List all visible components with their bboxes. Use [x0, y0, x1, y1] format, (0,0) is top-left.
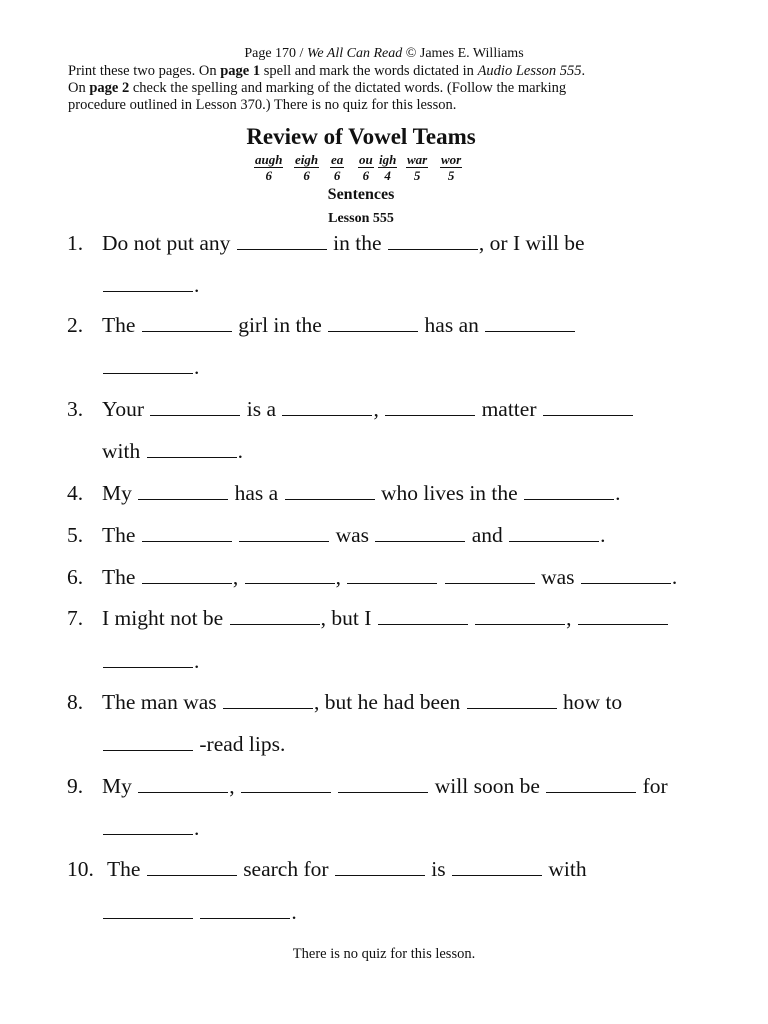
answer-blank[interactable] — [103, 649, 193, 668]
sentence-text: matter — [476, 397, 542, 421]
sentence-text: . — [194, 649, 200, 673]
book-title: We All Can Read — [306, 46, 403, 61]
sentence-text: . — [291, 900, 297, 924]
sentence-text: , or I will be — [478, 231, 585, 255]
sentence-text: search for — [237, 857, 334, 881]
sentence-text: is — [425, 857, 452, 881]
vowel-team — [294, 152, 319, 183]
sentence-line — [102, 689, 622, 715]
vowel-team — [378, 152, 397, 183]
sentence-line — [102, 605, 669, 631]
answer-blank[interactable] — [347, 565, 437, 584]
answer-blank[interactable] — [142, 565, 232, 584]
sentence-text: , — [232, 565, 244, 589]
sentence-number: 10. — [67, 857, 94, 881]
answer-blank[interactable] — [282, 397, 372, 416]
answer-blank[interactable] — [509, 523, 599, 542]
sentence-text: how to — [557, 690, 623, 714]
sentence-number: 7. — [67, 606, 84, 630]
sentence-text: I might not be — [102, 606, 229, 630]
audio-lesson-ref: Audio Lesson 555 — [477, 63, 582, 79]
sentence-number: 4. — [67, 481, 84, 505]
vowel-team-count: 6 — [303, 168, 310, 183]
sentence-text: is a — [241, 397, 282, 421]
page-2-label: page 2 — [89, 80, 130, 96]
sentence-text: , — [335, 565, 347, 589]
sentence-text: in the — [327, 231, 387, 255]
answer-blank[interactable] — [147, 439, 237, 458]
sentence-text: was — [535, 565, 580, 589]
answer-blank[interactable] — [524, 481, 614, 500]
sentence-text: has an — [419, 313, 485, 337]
answer-blank[interactable] — [103, 900, 193, 919]
answer-blank[interactable] — [103, 816, 193, 835]
sentence-text: who lives in the — [375, 481, 524, 505]
sentence-text: . — [194, 273, 200, 297]
vowel-team — [406, 152, 428, 183]
page-1-label: page 1 — [220, 63, 261, 79]
answer-blank[interactable] — [223, 690, 313, 709]
sentence-text: for — [637, 774, 668, 798]
sentence-text: The — [107, 857, 146, 881]
sentence-text: . — [194, 816, 200, 840]
section-subtitle: Sentences — [327, 186, 395, 203]
lesson-label: Lesson 555 — [328, 211, 394, 226]
sentence-line — [102, 815, 199, 841]
answer-blank[interactable] — [138, 481, 228, 500]
sentence-number: 8. — [67, 690, 84, 714]
answer-blank[interactable] — [147, 857, 237, 876]
sentence-text: The man was — [102, 690, 223, 714]
answer-blank[interactable] — [546, 774, 636, 793]
sentence-line — [102, 899, 297, 925]
sentence-line — [102, 354, 199, 380]
sentence-text: has a — [229, 481, 284, 505]
footer-note: There is no quiz for this lesson. — [292, 946, 476, 962]
author-credit: © James E. Williams — [405, 46, 524, 61]
sentence-number: 5. — [67, 523, 84, 547]
sentence-text: The — [102, 313, 141, 337]
vowel-team-count: 5 — [447, 168, 455, 183]
sentence-text: Your — [102, 397, 150, 421]
sentence-text: . — [600, 523, 606, 547]
sentence-text — [438, 565, 443, 589]
sentence-text — [194, 900, 199, 924]
answer-blank[interactable] — [475, 606, 565, 625]
sentence-line — [102, 564, 677, 590]
vowel-team-count: 6 — [362, 168, 370, 183]
sentence-text: , but he had been — [314, 690, 466, 714]
vowel-teams-row — [254, 152, 474, 186]
answer-blank[interactable] — [328, 313, 418, 332]
sentence-text: . — [671, 565, 678, 589]
sentence-text: -read lips. — [194, 732, 286, 756]
sentence-text: The — [102, 523, 141, 547]
answer-blank[interactable] — [543, 397, 633, 416]
vowel-team-pattern: wor — [441, 152, 462, 167]
sentence-line — [102, 731, 285, 757]
answer-blank[interactable] — [578, 606, 668, 625]
answer-blank[interactable] — [245, 565, 335, 584]
sentence-text: , — [373, 397, 385, 421]
answer-blank[interactable] — [581, 565, 671, 584]
sentence-text: with — [543, 857, 587, 881]
instructions-text: procedure outlined in Lesson 370.) There is no quiz for this lesson. — [68, 97, 457, 113]
sentence-line — [102, 230, 585, 256]
answer-blank[interactable] — [285, 481, 375, 500]
vowel-team — [358, 152, 374, 183]
sentence-line — [107, 856, 587, 882]
sentence-number: 2. — [67, 313, 84, 337]
sentence-text: . — [237, 439, 243, 463]
sentence-text: with — [102, 439, 146, 463]
instructions-text: On — [68, 80, 90, 96]
vowel-team — [254, 152, 283, 183]
sentence-number: 1. — [67, 231, 84, 255]
answer-blank[interactable] — [335, 857, 425, 876]
page-header — [0, 46, 768, 62]
sentence-text: and — [466, 523, 509, 547]
answer-blank[interactable] — [103, 732, 193, 751]
vowel-team-pattern: igh — [379, 152, 397, 167]
sentence-number: 9. — [67, 774, 84, 798]
answer-blank[interactable] — [239, 523, 329, 542]
answer-blank[interactable] — [142, 313, 232, 332]
sentence-line — [102, 272, 199, 298]
sentence-text: . — [194, 355, 200, 379]
instructions-text: . — [581, 63, 586, 79]
sentence-line — [102, 522, 606, 548]
sentence-text — [469, 606, 474, 630]
answer-blank[interactable] — [237, 231, 327, 250]
vowel-team-count: 4 — [384, 168, 391, 183]
vowel-team-count: 6 — [265, 168, 272, 183]
answer-blank[interactable] — [375, 523, 465, 542]
answer-blank[interactable] — [103, 355, 193, 374]
answer-blank[interactable] — [452, 857, 542, 876]
vowel-team-pattern: ou — [359, 152, 373, 167]
answer-blank[interactable] — [138, 774, 228, 793]
instructions-text: check the spelling and marking of the dictated words. (Follow the marking — [129, 80, 567, 96]
answer-blank[interactable] — [378, 606, 468, 625]
sentence-line — [102, 773, 668, 799]
instructions — [68, 63, 668, 114]
answer-blank[interactable] — [230, 606, 320, 625]
sentence-text: girl in the — [232, 313, 328, 337]
sentence-line — [102, 312, 576, 338]
sentence-text: , — [566, 606, 577, 630]
sentence-text: was — [330, 523, 375, 547]
vowel-team-pattern: eigh — [295, 152, 319, 167]
answer-blank[interactable] — [103, 273, 193, 292]
sentence-text: , but I — [320, 606, 377, 630]
page-number: Page 170 / — [244, 46, 304, 61]
sentence-text: will soon be — [429, 774, 546, 798]
sentence-text: , — [229, 774, 240, 798]
answer-blank[interactable] — [200, 900, 290, 919]
sentence-line — [102, 648, 199, 674]
answer-blank[interactable] — [241, 774, 331, 793]
answer-blank[interactable] — [467, 690, 557, 709]
instructions-text: Print these two pages. On — [68, 63, 221, 79]
vowel-team-pattern: ea — [331, 152, 344, 167]
vowel-team — [440, 152, 462, 183]
vowel-team — [330, 152, 344, 183]
answer-blank[interactable] — [338, 774, 428, 793]
vowel-team-pattern: war — [407, 152, 428, 167]
sentence-text: Do not put any — [102, 231, 236, 255]
sentence-text: My — [102, 774, 138, 798]
vowel-team-count: 5 — [413, 168, 421, 183]
instructions-text: spell and mark the words dictated in — [260, 63, 478, 79]
answer-blank[interactable] — [445, 565, 535, 584]
sentence-line — [102, 438, 243, 464]
sentence-text — [233, 523, 238, 547]
answer-blank[interactable] — [388, 231, 478, 250]
vowel-team-pattern: augh — [255, 152, 283, 167]
answer-blank[interactable] — [150, 397, 240, 416]
answer-blank[interactable] — [385, 397, 475, 416]
sentence-text — [332, 774, 337, 798]
sentence-number: 3. — [67, 397, 84, 421]
sentence-text: . — [615, 481, 621, 505]
worksheet-title: Review of Vowel Teams — [246, 124, 476, 149]
answer-blank[interactable] — [142, 523, 232, 542]
sentence-text: My — [102, 481, 138, 505]
vowel-team-count: 6 — [333, 168, 341, 183]
answer-blank[interactable] — [485, 313, 575, 332]
sentence-text: The — [102, 565, 141, 589]
sentence-line — [102, 396, 634, 422]
sentence-line — [102, 480, 620, 506]
sentence-number: 6. — [67, 565, 84, 589]
